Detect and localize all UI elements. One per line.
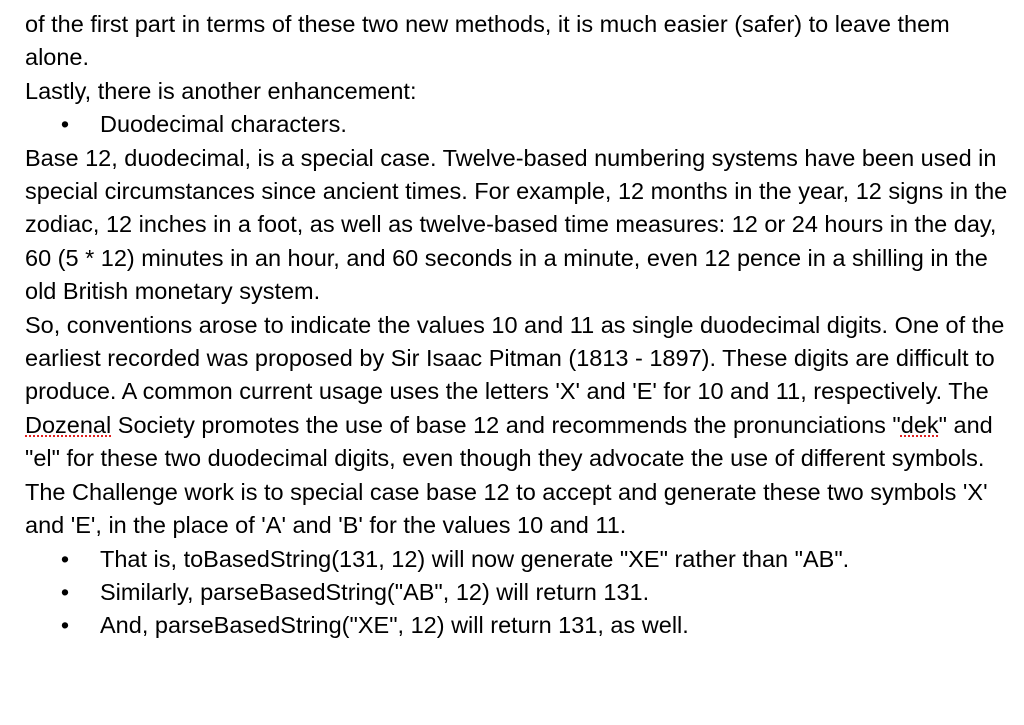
- bullet-icon: •: [60, 612, 70, 639]
- enhancement-list: [25, 108, 1015, 141]
- list-item-text: Duodecimal characters.: [100, 111, 347, 138]
- spellcheck-word-dek[interactable]: dek: [900, 411, 939, 438]
- list-item-text: Similarly, parseBasedString("AB", 12) will return 131.: [100, 578, 650, 605]
- conventions-text-2: Society promotes the use of base 12 and recommends the pronunciations ": [111, 411, 901, 438]
- conventions-paragraph: [25, 309, 1015, 476]
- spellcheck-word-dozenal[interactable]: Dozenal: [25, 411, 112, 438]
- lastly-paragraph: Lastly, there is another enhancement:: [25, 77, 417, 104]
- bullet-icon: •: [60, 545, 70, 572]
- conventions-text-1: So, conventions arose to indicate the values 10 and 11 as single duodecimal digits. One of the earliest recorded was proposed by Sir Isaac Pitman (1813 - 1897). These digits are difficult to produce. A common current usage uses the letters 'X' and 'E' for 10 and 11, respectively. The: [25, 311, 1005, 405]
- intro-paragraph: of the first part in terms of these two new methods, it is much easier (safer) to leave them alone.: [25, 11, 950, 71]
- list-item: [25, 609, 1015, 642]
- list-item-text: That is, toBasedString(131, 12) will now generate "XE" rather than "AB".: [100, 545, 850, 572]
- bullet-icon: •: [60, 111, 70, 138]
- list-item: [25, 108, 1015, 141]
- conventions-text-3: " and "el" for these two duodecimal digits, even though they advocate the use of different symbols.: [25, 411, 993, 472]
- challenge-paragraph: The Challenge work is to special case base 12 to accept and generate these two symbols 'X' and 'E', in the place of 'A' and 'B' for the values 10 and 11.: [25, 478, 988, 539]
- list-item: [25, 576, 1015, 609]
- base12-paragraph: Base 12, duodecimal, is a special case. Twelve-based numbering systems have been used in special circumstances since ancient times. For example, 12 months in the year, 12 signs in the zodiac, 12 inches in a foot, as well as twelve-based time measures: 12 or 24 hours in the day, 60 (5 * 12) minutes in an hour, and 60 seconds in a minute, even 12 pence in a shilling in the old British monetary system.: [25, 144, 1008, 305]
- challenge-list: [25, 543, 1015, 643]
- list-item-text: And, parseBasedString("XE", 12) will return 131, as well.: [100, 612, 689, 639]
- bullet-icon: •: [60, 578, 70, 605]
- list-item: [25, 543, 1015, 576]
- document-body: [25, 8, 1015, 643]
